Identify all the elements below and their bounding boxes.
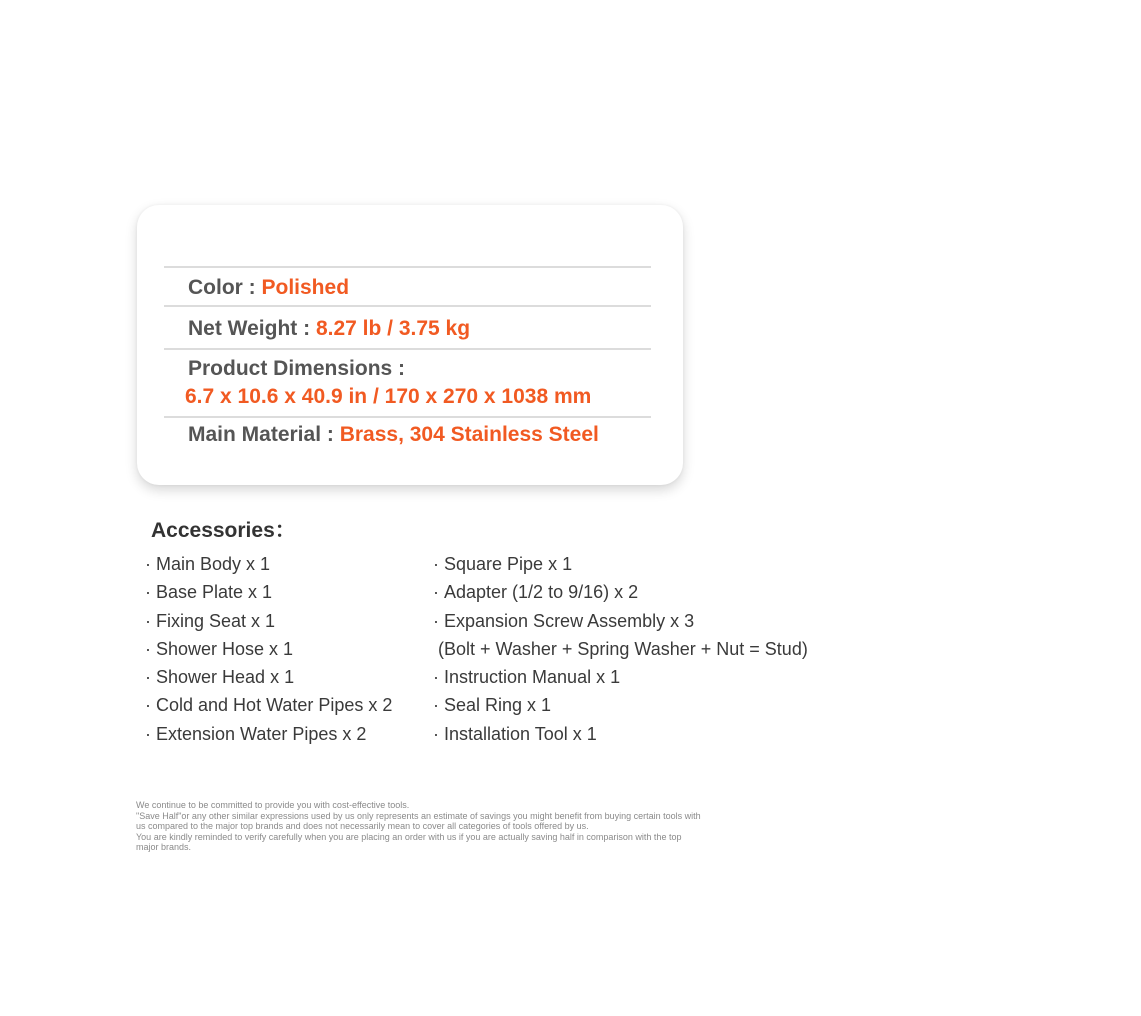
accessory-label: Base Plate x 1 [156, 582, 273, 603]
accessories-left-list [145, 552, 392, 750]
list-item [145, 722, 392, 750]
accessory-label: Square Pipe x 1 [444, 554, 573, 574]
list-item [433, 609, 808, 637]
spec-weight-value: 8.27 lb / 3.75 kg [315, 317, 471, 340]
disclaimer-line: us compared to the major top brands and does not necessarily mean to cover all categories of tools offered by us. [136, 821, 589, 831]
accessory-label: Seal Ring x 1 [444, 695, 552, 716]
list-item [145, 665, 392, 693]
bullet: · [145, 610, 151, 631]
accessory-label: Instruction Manual x 1 [444, 667, 621, 688]
bullet: · [145, 667, 151, 688]
spec-color-row [188, 276, 349, 300]
list-item [145, 637, 392, 665]
list-item [145, 580, 392, 608]
accessory-label: Shower Hose x 1 [156, 638, 294, 659]
spec-weight-row [188, 317, 470, 341]
list-item [145, 552, 392, 580]
list-item [433, 665, 808, 693]
bullet: · [433, 610, 439, 631]
list-item [433, 637, 808, 665]
list-item [145, 609, 392, 637]
list-item [145, 693, 392, 721]
bullet: · [433, 554, 439, 574]
disclaimer [136, 800, 796, 853]
spec-weight-label: Net Weight : [188, 317, 316, 340]
accessory-label: Extension Water Pipes x 2 [156, 723, 367, 744]
accessory-label: Installation Tool x 1 [444, 723, 597, 744]
accessories-right-list [433, 552, 808, 750]
spec-material-label: Main Material : [188, 423, 340, 446]
accessory-label: Main Body x 1 [156, 554, 271, 574]
accessory-label: Cold and Hot Water Pipes x 2 [156, 695, 393, 716]
disclaimer-line: "Save Half"or any other similar expressions used by us only represents an estimate of savings you might benefit from buying certain tools with [136, 810, 701, 821]
bullet: · [145, 582, 151, 603]
accessory-label: (Bolt + Washer + Spring Washer + Nut = Stud) [438, 638, 808, 659]
bullet: · [433, 667, 439, 688]
spec-color-label: Color : [188, 276, 262, 299]
spec-dimensions-label: Product Dimensions : [188, 357, 406, 380]
accessory-label: Expansion Screw Assembly x 3 [444, 610, 695, 631]
disclaimer-line: You are kindly reminded to verify carefully when you are placing an order with us if you are actually saving half in comparison with the top [136, 831, 682, 842]
bullet: · [433, 723, 439, 744]
spec-color-value: Polished [261, 276, 350, 299]
bullet: · [433, 582, 439, 603]
list-item [433, 722, 808, 750]
list-item [433, 580, 808, 608]
bullet: · [145, 723, 151, 744]
spec-material-value: Brass, 304 Stainless Steel [339, 423, 599, 446]
disclaimer-line: We continue to be committed to provide you with cost-effective tools. [136, 800, 410, 810]
accessory-label: Fixing Seat x 1 [156, 610, 276, 631]
list-item [433, 552, 808, 580]
spec-dimensions-value: 6.7 x 10.6 x 40.9 in / 170 x 270 x 1038 mm [185, 385, 592, 408]
bullet: · [145, 695, 151, 716]
divider [164, 266, 651, 268]
disclaimer-line: major brands. [136, 842, 192, 852]
divider [164, 305, 651, 307]
spec-dimensions-row [188, 357, 405, 381]
bullet: · [145, 554, 151, 574]
list-item [433, 693, 808, 721]
accessory-label: Adapter (1/2 to 9/16) x 2 [444, 582, 639, 603]
accessories-title: Accessories： [151, 519, 296, 542]
bullet: · [433, 695, 439, 716]
bullet: · [145, 638, 151, 659]
spec-material-row [188, 423, 599, 447]
divider [164, 416, 651, 418]
divider [164, 348, 651, 350]
accessory-label: Shower Head x 1 [156, 667, 295, 688]
